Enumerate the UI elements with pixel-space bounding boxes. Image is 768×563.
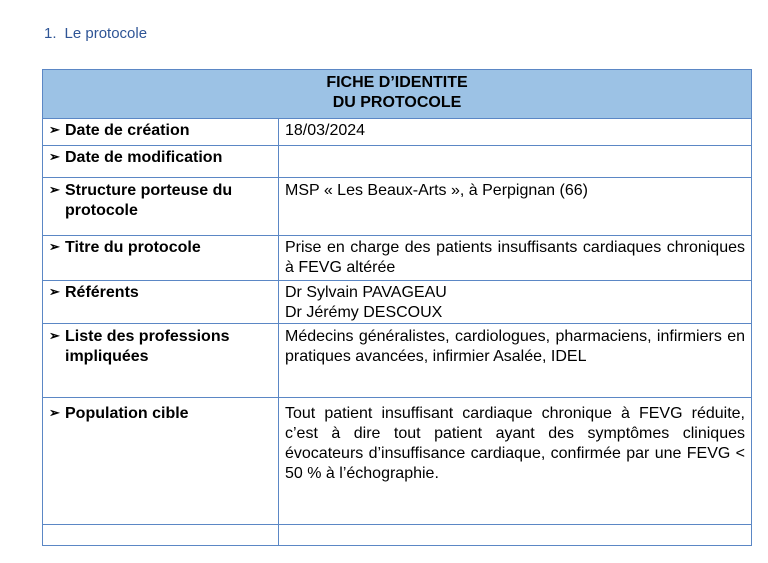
arrow-bullet-icon: ➢ bbox=[49, 182, 60, 197]
row-label: Date de modification bbox=[65, 149, 223, 166]
row-label: Population cible bbox=[65, 405, 189, 422]
table-header-line1: FICHE D’IDENTITE bbox=[326, 74, 468, 91]
row-label-cell bbox=[43, 525, 279, 546]
row-value-cell bbox=[279, 236, 752, 281]
arrow-bullet-icon: ➢ bbox=[49, 149, 60, 164]
row-value-cell bbox=[279, 178, 752, 236]
row-value-cell bbox=[279, 398, 752, 525]
table-row bbox=[43, 146, 752, 178]
section-title: Le protocole bbox=[64, 25, 148, 42]
referent-name: Dr Jérémy DESCOUX bbox=[285, 304, 443, 321]
arrow-bullet-icon: ➢ bbox=[49, 328, 60, 343]
arrow-bullet-icon: ➢ bbox=[49, 239, 60, 254]
table-row bbox=[43, 236, 752, 281]
section-number: 1. bbox=[44, 25, 57, 42]
table-header-line2: DU PROTOCOLE bbox=[332, 94, 462, 111]
table-row bbox=[43, 398, 752, 525]
arrow-bullet-icon: ➢ bbox=[49, 122, 60, 137]
table-row bbox=[43, 324, 752, 398]
table-header bbox=[43, 70, 752, 119]
row-value: Tout patient insuffisant cardiaque chronique à FEVG réduite, c’est à dire tout patient ayant des symptômes cliniques évocateurs d’insuffisance cardiaque, confirmée par une FEVG < 50 % à l’échographie. bbox=[285, 405, 745, 482]
arrow-bullet-icon: ➢ bbox=[49, 284, 60, 299]
row-label-cell bbox=[43, 236, 279, 281]
row-value-cell bbox=[279, 324, 752, 398]
arrow-bullet-icon: ➢ bbox=[49, 405, 60, 420]
table-row bbox=[43, 178, 752, 236]
row-label: Référents bbox=[65, 284, 139, 301]
row-value-cell bbox=[279, 525, 752, 546]
row-value-cell bbox=[279, 119, 752, 146]
table-header-row bbox=[43, 70, 752, 119]
row-value: 18/03/2024 bbox=[285, 122, 366, 139]
row-label: Liste des professions impliquées bbox=[65, 328, 230, 365]
row-label: Titre du protocole bbox=[65, 239, 201, 256]
row-value-cell bbox=[279, 146, 752, 178]
row-label: Structure porteuse du protocole bbox=[65, 182, 233, 219]
row-label-cell bbox=[43, 146, 279, 178]
row-value: MSP « Les Beaux-Arts », à Perpignan (66) bbox=[285, 182, 588, 199]
table-row-partial bbox=[43, 525, 752, 546]
row-label: Date de création bbox=[65, 122, 190, 139]
row-label-cell bbox=[43, 398, 279, 525]
table-row bbox=[43, 119, 752, 146]
row-label-cell bbox=[43, 178, 279, 236]
row-label-cell bbox=[43, 281, 279, 324]
protocol-identity-table bbox=[42, 69, 752, 546]
row-value-cell bbox=[279, 281, 752, 324]
row-label-cell bbox=[43, 119, 279, 146]
row-value: Médecins généralistes, cardiologues, pharmaciens, infirmiers en pratiques avancées, infirmier Asalée, IDEL bbox=[285, 328, 745, 365]
referent-name: Dr Sylvain PAVAGEAU bbox=[285, 284, 447, 301]
section-heading bbox=[44, 25, 147, 42]
row-label-cell bbox=[43, 324, 279, 398]
table-row bbox=[43, 281, 752, 324]
row-value: Prise en charge des patients insuffisants cardiaques chroniques à FEVG altérée bbox=[285, 239, 745, 276]
